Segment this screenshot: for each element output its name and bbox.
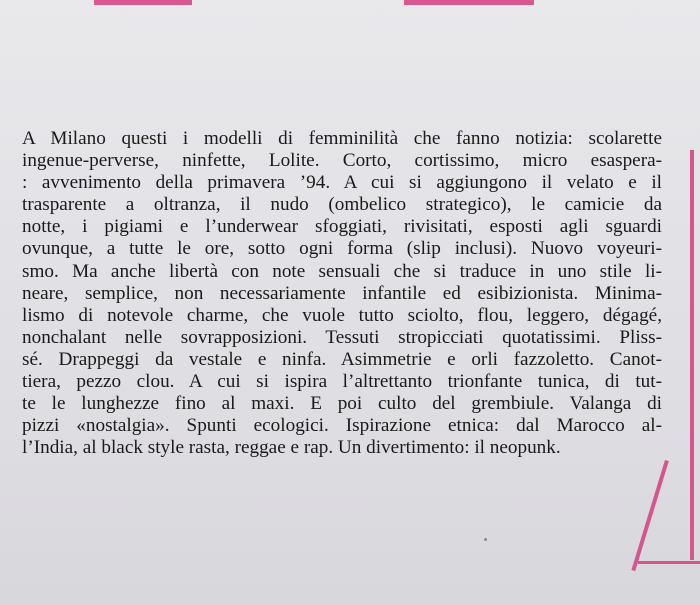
pink-frame-diagonal <box>631 460 668 571</box>
text-line: nonchalant nelle sovrapposizioni. Tessuti stropicciati quotatissimi. Pliss- <box>22 326 662 348</box>
text-line: trasparente a oltranza, il nudo (ombelico strategico), le camicie da <box>22 194 662 216</box>
text-line: pizzi «nostalgia». Spunti ecologici. Ispirazione etnica: dal Marocco al- <box>22 415 662 437</box>
text-line: ingenue-perverse, ninfette, Lolite. Corto, cortissimo, micro esaspera- <box>22 150 662 172</box>
text-line: ovunque, a tutte le ore, sotto ogni forma (slip inclusi). Nuovo voyeuri- <box>22 238 662 260</box>
text-line: neare, semplice, non necessariamente infantile ed esibizionista. Minima- <box>22 282 662 304</box>
text-line: : avvenimento della primavera ’94. A cui si aggiungono il velato e il <box>22 172 662 194</box>
pink-frame-vertical <box>690 150 694 560</box>
text-line: te le lunghezze fino al maxi. E poi culto del grembiule. Valanga di <box>22 393 662 415</box>
text-line: notte, i pigiami e l’underwear sfoggiati, rivisitati, esposti agli sguardi <box>22 216 662 238</box>
text-line: smo. Ma anche libertà con note sensuali che si traduce in uno stile li- <box>22 260 662 282</box>
pink-header-bar-right <box>404 0 534 5</box>
text-line: A Milano questi i modelli di femminilità che fanno notizia: scolarette <box>22 128 662 149</box>
ink-speck <box>484 538 487 541</box>
text-line: sé. Drappeggi da vestale e ninfa. Asimmetrie e orli fazzoletto. Canot- <box>22 348 662 370</box>
text-line: lismo di notevole charme, che vuole tutto sciolto, flou, leggero, dégagé, <box>22 304 662 326</box>
text-line: tiera, pezzo clou. A cui si ispira l’altrettanto trionfante tunica, di tut- <box>22 371 662 393</box>
pink-frame-horizontal <box>638 561 700 564</box>
text-line: l’India, al black style rasta, reggae e rap. Un divertimento: il neopunk. <box>22 437 561 459</box>
article-text <box>22 128 662 459</box>
pink-header-bar-left <box>94 0 192 5</box>
